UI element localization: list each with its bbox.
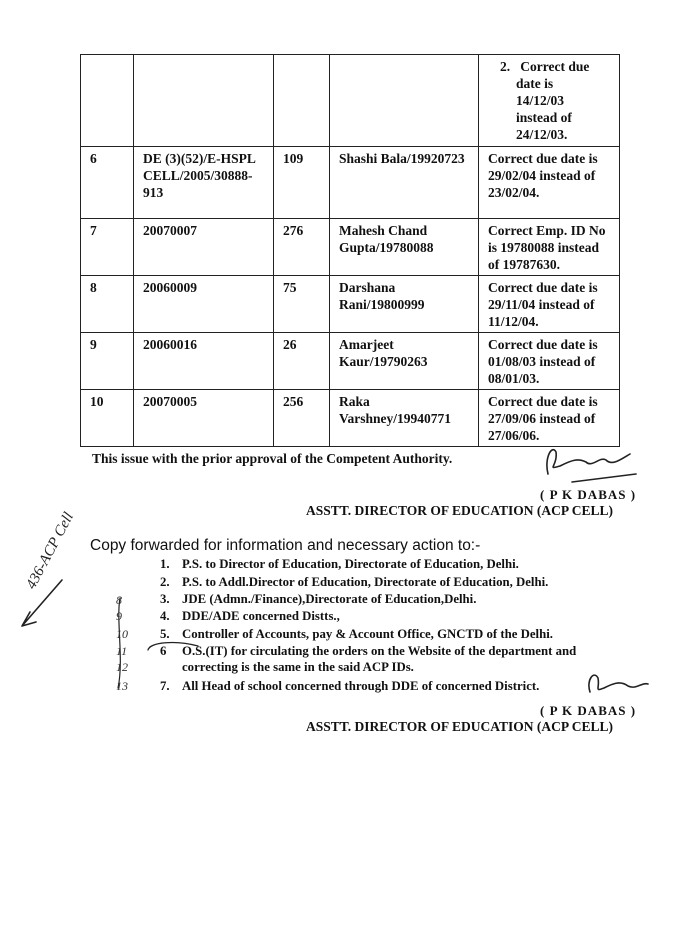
cell-name: Shashi Bala/19920723 — [330, 147, 479, 219]
continuation-line: date is — [516, 76, 554, 91]
list-item — [160, 644, 576, 659]
cell-order-no: 20060009 — [134, 276, 274, 333]
margin-number: 11 — [116, 644, 128, 658]
cell-sno2: 276 — [274, 219, 330, 276]
continuation-line: instead of — [516, 110, 572, 125]
continuation-line: Correct due — [520, 59, 590, 74]
list-text: JDE (Admn./Finance),Directorate of Education,Delhi. — [182, 592, 477, 606]
cell-order-no: DE (3)(52)/E-HSPL CELL/2005/30888-913 — [134, 147, 274, 219]
list-item — [160, 592, 476, 607]
list-num: 4. — [160, 609, 170, 623]
cell-sno2: 256 — [274, 390, 330, 447]
list-item — [160, 660, 414, 675]
list-text: O.S.(IT) for circulating the orders on the Website of the department and — [182, 644, 577, 658]
cell-correction: Correct due date is 29/11/04 instead of 11/12/04. — [479, 276, 620, 333]
list-text: All Head of school concerned through DDE of concerned District. — [182, 679, 540, 693]
continuation-num: 2. — [500, 59, 511, 74]
signatory-designation-bottom: ASSTT. DIRECTOR OF EDUCATION (ACP CELL) — [306, 719, 614, 734]
signature-bottom — [589, 675, 648, 692]
cell-name: Darshana Rani/19800999 — [330, 276, 479, 333]
cell-correction: Correct Emp. ID No is 19780088 instead of 19787630. — [479, 219, 620, 276]
margin-number: 10 — [116, 627, 128, 641]
copy-forward-heading: Copy forwarded for information and necessary action to:- — [90, 537, 481, 554]
list-text: correcting is the same in the said ACP IDs. — [182, 660, 414, 674]
cell-order-no: 20070007 — [134, 219, 274, 276]
cell-order-no: 20060016 — [134, 333, 274, 390]
cell-sno2: 109 — [274, 147, 330, 219]
cell-sno: 8 — [81, 276, 134, 333]
signatory-designation: ASSTT. DIRECTOR OF EDUCATION (ACP CELL) — [306, 503, 614, 518]
list-num: 2. — [160, 575, 170, 589]
signatory-name-bottom: ( P K DABAS ) — [540, 703, 637, 718]
cell-sno2: 75 — [274, 276, 330, 333]
cell-correction: Correct due date is 27/09/06 instead of 27/06/06. — [479, 390, 620, 447]
list-num: 3. — [160, 592, 170, 606]
margin-note: 436-ACP Cell — [23, 509, 78, 592]
list-text: DDE/ADE concerned Distts., — [182, 609, 340, 623]
cell-name: Mahesh Chand Gupta/19780088 — [330, 219, 479, 276]
list-text: Controller of Accounts, pay & Account Office, GNCTD of the Delhi. — [182, 627, 553, 641]
continuation-line: 14/12/03 — [516, 93, 565, 108]
margin-number: 13 — [116, 679, 128, 693]
cell-name: Raka Varshney/19940771 — [330, 390, 479, 447]
list-item — [160, 679, 539, 694]
continuation-line: 24/12/03. — [516, 127, 568, 142]
approval-note: This issue with the prior approval of the Competent Authority. — [92, 451, 453, 466]
cell-correction: Correct due date is 29/02/04 instead of 23/02/04. — [479, 147, 620, 219]
cell-name: Amarjeet Kaur/19790263 — [330, 333, 479, 390]
list-num: 1. — [160, 557, 170, 571]
cell-sno: 10 — [81, 390, 134, 447]
list-item — [160, 627, 553, 642]
list-item — [160, 557, 519, 572]
list-num: 5. — [160, 627, 170, 641]
cell-order-no: 20070005 — [134, 390, 274, 447]
cell-sno: 6 — [81, 147, 134, 219]
margin-number: 12 — [116, 660, 128, 674]
cell-sno: 9 — [81, 333, 134, 390]
list-text: P.S. to Director of Education, Directorate of Education, Delhi. — [182, 557, 519, 571]
margin-number: 9 — [116, 609, 122, 623]
list-item — [160, 575, 548, 590]
list-text: P.S. to Addl.Director of Education, Directorate of Education, Delhi. — [182, 575, 549, 589]
cell-sno: 7 — [81, 219, 134, 276]
list-num: 6 — [160, 644, 167, 658]
cell-correction: Correct due date is 01/08/03 instead of 08/01/03. — [479, 333, 620, 390]
list-item — [160, 609, 340, 624]
cell-sno2: 26 — [274, 333, 330, 390]
margin-number: 8 — [116, 593, 122, 607]
signatory-name: ( P K DABAS ) — [540, 487, 637, 502]
list-num: 7. — [160, 679, 170, 693]
signature-top — [547, 450, 636, 482]
